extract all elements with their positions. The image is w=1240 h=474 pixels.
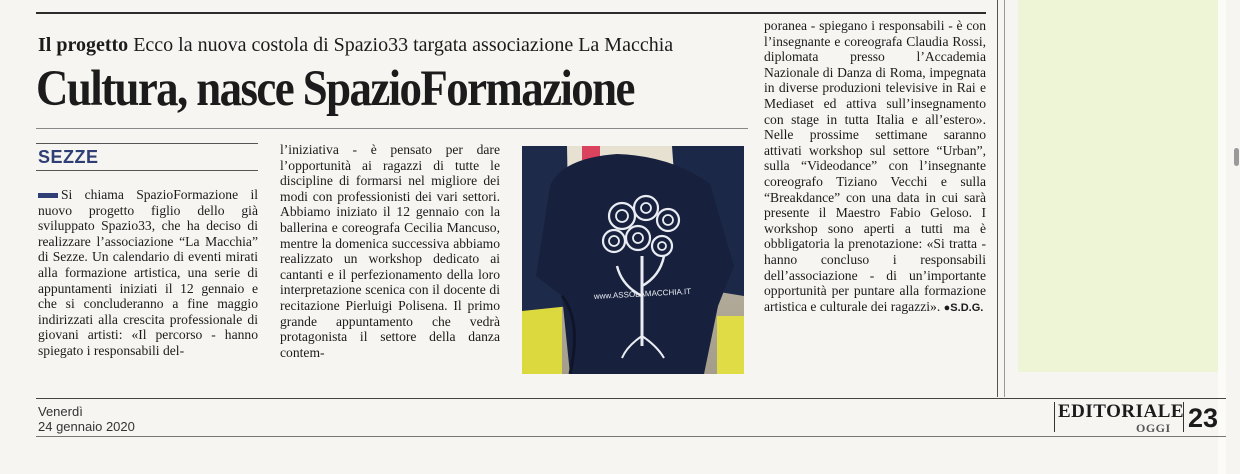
footer-divider-left — [1054, 402, 1055, 432]
kicker-label: Il progetto — [38, 34, 129, 56]
article-headline: Cultura, nasce SpazioFormazione — [36, 61, 634, 117]
newspaper-brand-sub: OGGI — [1136, 421, 1171, 435]
footer-full-date: 24 gennaio 2020 — [38, 419, 135, 434]
section-label: SEZZE — [38, 147, 99, 167]
footer-rule-bottom — [36, 436, 1226, 437]
column-3-text: poranea - spiegano i responsabili - è con l’insegnante e coreografa Claudia Rossi, diplomata presso l’Accademia Nazionale di Danza di Roma, impegnata in diverse produzioni televisive in Rai e Mediaset ed attiva sull’insegnamento con stage in tutta Italia e all’estero». Nelle prossime settimane saranno attivati workshop sul settore “Urban”, sulla “Videodance” con l’insegnante coreografo Tiziano Vecchi e sulla “Breakdance” con una data in cui sarà presente il Maestro Fabio Geloso. I workshop sono aperti a tutti ma è obbligatoria la prenotazione: «Si tratta - hanno concluso i responsabili dell’associazione - di un’importante opportunità per puntare alla formazione artistica e culturale dei ragazzi». — [764, 18, 986, 314]
section-rule-bottom — [36, 170, 258, 171]
scroll-handle[interactable] — [1234, 148, 1239, 166]
article-column-2 — [280, 142, 500, 360]
photo-shirt-text: www.ASSOLAMACCHIA.IT — [593, 286, 692, 301]
footer-date — [38, 404, 135, 434]
author-signature: ●S.D.G. — [943, 301, 984, 314]
top-rule — [36, 12, 986, 14]
kicker-text: Ecco la nuova costola di Spazio33 targata associazione La Macchia — [133, 34, 674, 56]
column-1-text: Si chiama SpazioFormazione il nuovo progetto figlio dello già sviluppato Spazio33, che ha deciso di realizzare l’associazione “La Macchia” di Sezze. Un calendario di eventi mirati alla formazione artistica, una serie di appuntamenti iniziati il 12 gennaio e che si concluderanno a fine maggio indirizzati alla crescita professionale di giovani artisti: «Il percorso - hanno spiegato i responsabili del- — [38, 187, 258, 358]
page-margin — [1218, 0, 1226, 474]
footer-divider-right — [1183, 402, 1184, 432]
article-column-1 — [38, 187, 258, 359]
article-photo — [522, 146, 744, 374]
section-rule-top — [36, 143, 258, 144]
footer-rule-top — [36, 398, 1226, 399]
dancers-tshirt-photo-icon — [522, 146, 744, 374]
column-2-text: l’iniziativa - è pensato per dare l’opportunità ai ragazzi di tutte le discipline di formarsi nel migliore dei modi con professionisti dei vari settori. Abbiamo iniziato il 12 gennaio con la ballerina e coreografa Cecilia Mancuso, mentre la domenica successiva abbiamo realizzato un workshop dedicato ai cantanti e il perfezionamento della loro interpretazione scenica con il docente di recitazione Pierluigi Polisena. Il primo grande appuntamento che vedrà protagonista il settore della danza contem- — [280, 142, 500, 360]
footer-day: Venerdì — [38, 404, 83, 419]
column-divider-secondary — [1004, 0, 1005, 397]
column-divider — [997, 0, 998, 397]
page-number: 23 — [1188, 403, 1219, 433]
adjacent-article-panel — [1018, 0, 1218, 372]
newspaper-brand: EDITORIALE — [1058, 401, 1185, 422]
lead-bullet-icon — [38, 193, 58, 198]
article-kicker — [38, 33, 673, 57]
article-column-3 — [764, 18, 986, 316]
headline-rule — [36, 128, 748, 129]
